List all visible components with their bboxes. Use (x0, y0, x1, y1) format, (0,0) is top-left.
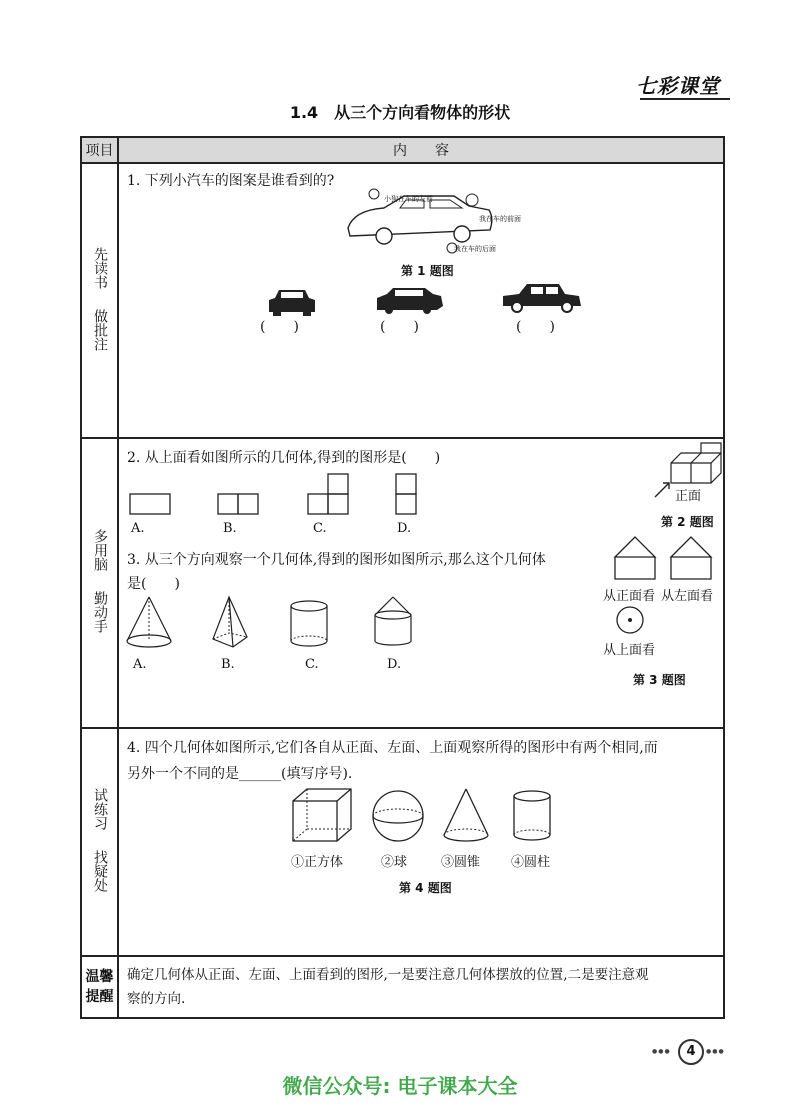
speech-bubble-3: 我在车的后面 (454, 245, 496, 253)
car-rear-view (375, 286, 445, 314)
q3-pyramid (209, 595, 255, 651)
q4-cylinder (511, 789, 555, 845)
q2-option-c[interactable]: C. (313, 521, 327, 536)
page-number-decoration-left: ●●● (652, 1048, 671, 1055)
answer-blank-3[interactable]: ( ) (516, 319, 555, 335)
q3-cylinder (287, 599, 333, 651)
car-side-view (501, 282, 583, 312)
q3-option-c[interactable]: C. (305, 657, 319, 672)
q4-sphere (371, 789, 425, 843)
question-4: 4. 四个几何体如图所示,它们各自从正面、左面、上面观察所得的图形中有两个相同,而 (127, 740, 658, 756)
q4-cube (291, 787, 355, 843)
speech-bubble-1: 小狗在车的左前 (384, 195, 433, 203)
tip-content (118, 956, 724, 1018)
q2-option-d-shape (395, 473, 419, 515)
section-label-read: 先读书 做批注 (81, 163, 118, 438)
q2-option-b[interactable]: B. (223, 521, 237, 536)
q2-option-b-shape (217, 493, 261, 515)
q3-cone-cylinder (371, 595, 417, 651)
q3-left-view (669, 535, 713, 581)
q4-item-2: ②球 (381, 855, 408, 870)
car-front-view (267, 288, 317, 316)
answer-blank-2[interactable]: ( ) (380, 319, 419, 335)
q3-option-d[interactable]: D. (387, 657, 402, 672)
q3-top-view (615, 605, 645, 635)
question-3: 3. 从三个方向观察一个几何体,得到的图形如图所示,那么这个几何体 (127, 552, 546, 568)
tip-line-2: 察的方向. (127, 991, 186, 1007)
figure-caption-4: 第 4 题图 (399, 881, 452, 895)
q4-item-4: ④圆柱 (511, 855, 551, 870)
brand-logo: 七彩课堂 (636, 74, 720, 98)
section-label-tip: 温馨 提醒 (81, 956, 118, 1018)
q4-item-1: ①正方体 (291, 855, 344, 870)
front-arrow-icon (653, 479, 675, 499)
page-number-decoration-right: ●●● (706, 1048, 725, 1055)
q3-front-view (613, 535, 657, 581)
section-label-think: 多用脑 勤动手 (81, 438, 118, 728)
speech-bubble-2: 我在车的前面 (479, 215, 521, 223)
section-read (118, 163, 724, 438)
section-practice (118, 728, 724, 956)
page-number: 4 (678, 1039, 704, 1065)
figure-caption-2: 第 2 题图 (661, 515, 714, 529)
q3-left-view-label: 从左面看 (661, 589, 714, 604)
q3-option-a[interactable]: A. (133, 657, 147, 672)
watermark: 微信公众号: 电子课本大全 (282, 1074, 518, 1098)
q2-option-a-shape (129, 493, 171, 515)
q3-option-b[interactable]: B. (221, 657, 235, 672)
front-label: 正面 (675, 489, 702, 504)
tip-line-1: 确定几何体从正面、左面、上面看到的图形,一是要注意几何体摆放的位置,二是要注意观 (127, 967, 649, 983)
q2-option-c-shape (307, 473, 351, 515)
header-content: 内 容 (118, 137, 724, 163)
figure-caption-3: 第 3 题图 (633, 673, 686, 687)
q4-cone (441, 787, 491, 845)
question-3-line2: 是( ) (127, 576, 180, 592)
q2-option-d[interactable]: D. (397, 521, 412, 536)
figure-caption-1: 第 1 题图 (401, 264, 454, 278)
section-think (118, 438, 724, 728)
content-table (80, 136, 725, 1019)
q3-top-view-label: 从上面看 (603, 643, 656, 658)
q3-front-view-label: 从正面看 (603, 589, 656, 604)
question-4-line2: 另外一个不同的是______(填写序号). (127, 766, 353, 782)
page-title: 1.4 从三个方向看物体的形状 (289, 103, 511, 122)
header-item: 项目 (81, 137, 118, 163)
question-1: 1. 下列小汽车的图案是谁看到的? (127, 173, 335, 189)
q2-option-a[interactable]: A. (131, 521, 145, 536)
answer-blank-1[interactable]: ( ) (260, 319, 299, 335)
q3-cone (125, 595, 173, 651)
q4-item-3: ③圆锥 (441, 855, 481, 870)
question-2: 2. 从上面看如图所示的几何体,得到的图形是( ) (127, 450, 441, 466)
section-label-practice: 试练习 找疑处 (81, 728, 118, 956)
